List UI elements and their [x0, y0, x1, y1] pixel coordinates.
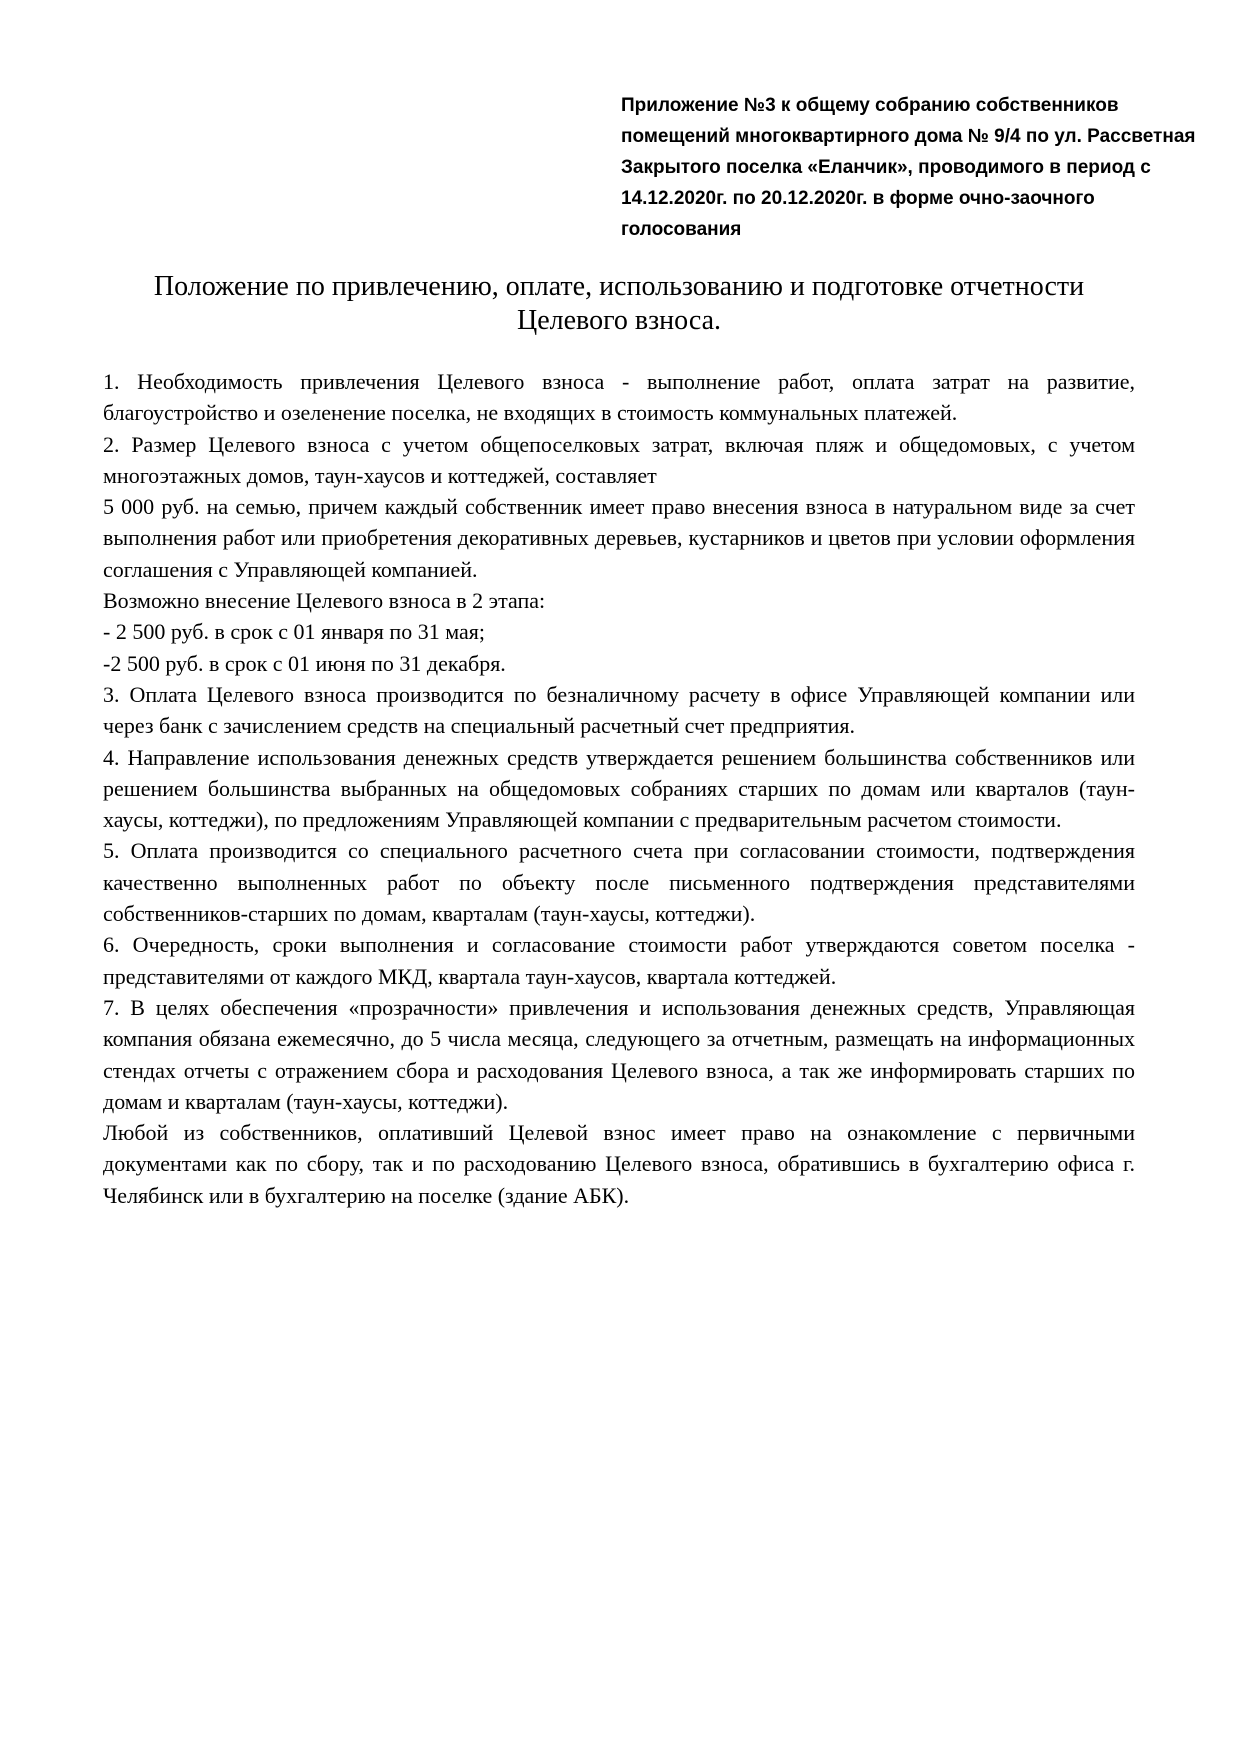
appendix-note-line: помещений многоквартирного дома № 9/4 по ул. Рассветная: [621, 126, 1196, 147]
paragraph-2: 2. Размер Целевого взноса с учетом общепоселковых затрат, включая пляж и общедомовых, с учетом многоэтажных домов, таун-хаусов и коттеджей, составляет: [103, 431, 1135, 488]
paragraph-1: 1. Необходимость привлечения Целевого взноса - выполнение работ, оплата затрат на развитие, благоустройство и озеленение поселка, не входящих в стоимость коммунальных платежей.: [103, 369, 1135, 426]
document-title-line: Целевого взноса.: [516, 305, 722, 336]
paragraph-6: 6. Очередность, сроки выполнения и согласование стоимости работ утверждаются советом поселка - представителями от каждого МКД, квартала таун-хаусов, квартала коттеджей.: [103, 932, 1135, 989]
document-title-line: Положение по привлечению, оплате, использованию и подготовке отчетности: [153, 271, 1085, 302]
paragraph-3: 3. Оплата Целевого взноса производится по безналичному расчету в офисе Управляющей компании или через банк с зачислением средств на специальный расчетный счет предприятия.: [103, 681, 1135, 739]
appendix-note-line: Закрытого поселка «Еланчик», проводимого в период с: [621, 157, 1151, 178]
appendix-note-line: Приложение №3 к общему собранию собственников: [621, 95, 1119, 116]
appendix-note-line: 14.12.2020г. по 20.12.2020г. в форме очно-заочного: [621, 188, 1095, 209]
paragraph-2-stage-2: -2 500 руб. в срок с 01 июня по 31 декабря.: [103, 650, 506, 676]
paragraph-7: 7. В целях обеспечения «прозрачности» привлечения и использования денежных средств, Управляющая компания обязана ежемесячно, до 5 числа месяца, следующего за отчетным, размещать на информационных стендах отчеты с отражением сбора и расходования Целевого взноса, а так же информировать старших по домам и кварталам (таун-хаусы, коттеджи).: [103, 994, 1135, 1114]
paragraph-2-stages-intro: Возможно внесение Целевого взноса в 2 этапа:: [103, 588, 546, 614]
document-title: [103, 270, 1135, 338]
paragraph-8: Любой из собственников, оплативший Целевой взнос имеет право на ознакомление с первичными документами как по сбору, так и по расходованию Целевого взноса, обратившись в бухгалтерию офиса г. Челябинск или в бухгалтерию на поселке (здание АБК).: [103, 1120, 1135, 1208]
appendix-note-line: голосования: [621, 219, 742, 240]
paragraph-2-continued: 5 000 руб. на семью, причем каждый собственник имеет право внесения взноса в натуральном виде за счет выполнения работ или приобретения декоративных деревьев, кустарников и цветов при условии оформления соглашения с Управляющей компанией.: [103, 494, 1135, 582]
document-body: [103, 366, 1135, 1211]
paragraph-4: 4. Направление использования денежных средств утверждается решением большинства собственников или решением большинства выбранных на общедомовых собраниях старших по домам или кварталов (таун-хаусы, коттеджи), по предложениям Управляющей компании с предварительным расчетом стоимости.: [103, 744, 1135, 833]
appendix-note: [621, 90, 1236, 245]
paragraph-5: 5. Оплата производится со специального расчетного счета при согласовании стоимости, подтверждения качественно выполненных работ по объекту после письменного подтверждения представителями собственников-старших по домам, кварталам (таун-хаусы, коттеджи).: [103, 838, 1135, 927]
paragraph-2-stage-1: - 2 500 руб. в срок с 01 января по 31 мая;: [103, 619, 485, 645]
